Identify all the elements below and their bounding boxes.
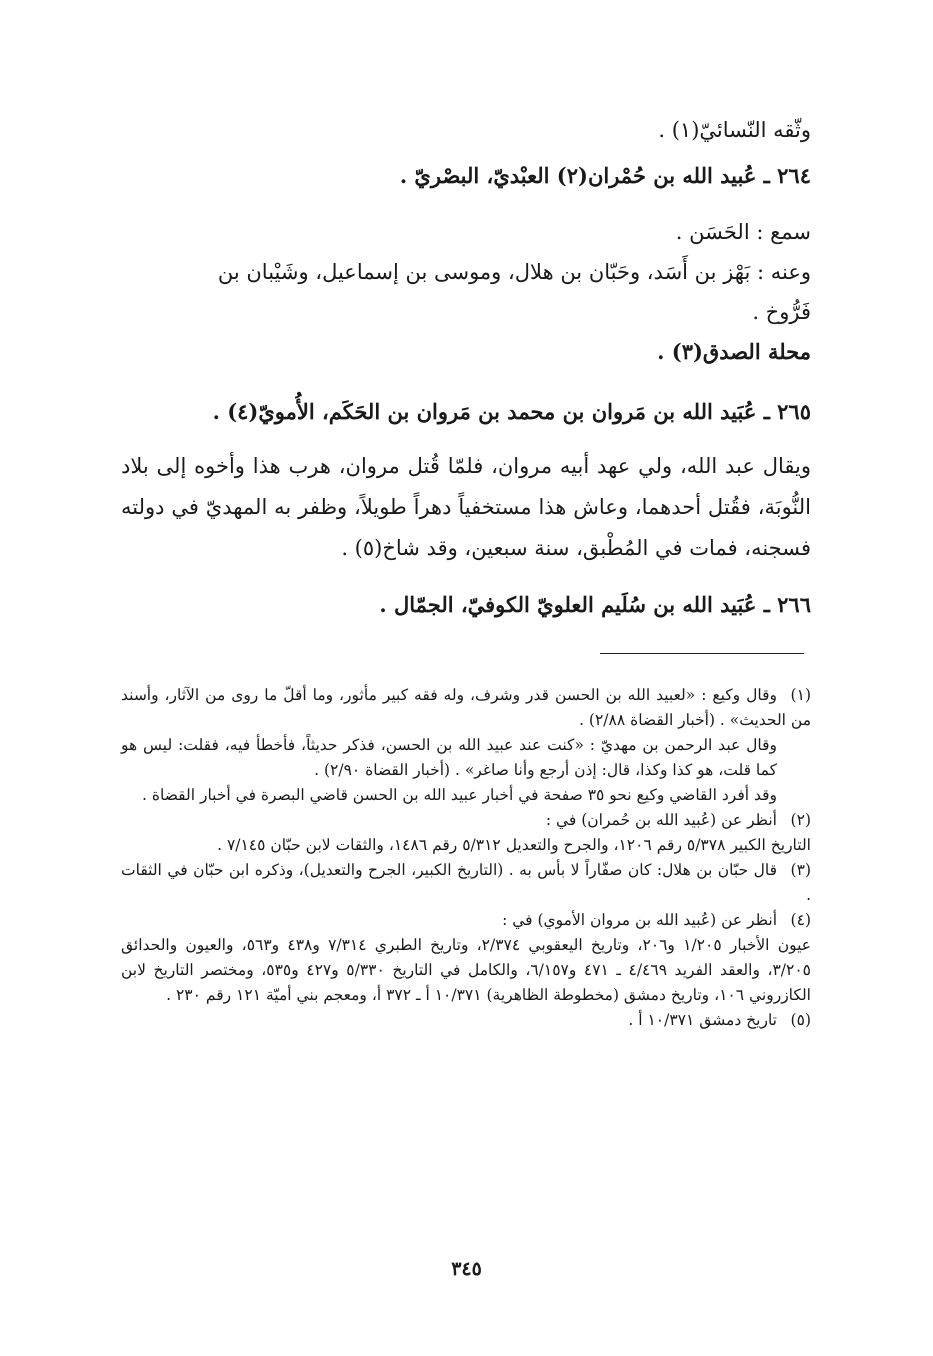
page-number: ٣٤٥ [451, 1258, 482, 1280]
entry-266-heading: ٢٦٦ ـ عُبَيد الله بن سُلَيم العلويّ الكوفيّ، الجمّال . [379, 592, 811, 617]
footnote-text: وقال وكيع : «لعبيد الله بن الحسن قدر وشرف، وله فقه كبير مأثور، وما أقلّ ما روى من الآثار، وأسند من الحديث» . (أخبار القضاة ٢/٨٨) . [121, 686, 811, 729]
footnote-number: (٢) [790, 811, 811, 829]
footnote-separator [600, 653, 804, 654]
entry-265-paragraph: ويقال عبد الله، ولي عهد أبيه مروان، فلمّا قُتل مروان، هرب هذا وأخوه إلى بلاد النُّوبَة، فقُتل أحدهما، وعاش هذا مستخفياً دهراً طويلاً، وظفر به المهديّ في دولته فسجنه، فمات في المُطْبق، سنة سبعين، وقد شاخ(٥) . [121, 454, 811, 560]
footnote-text: أنظر عن (عُبيد الله بن حُمران) في : [545, 811, 777, 829]
footnotes [121, 683, 811, 1033]
footnote-number: (٥) [790, 1011, 811, 1029]
body-line-status: محلة الصدق(٣) . [657, 339, 811, 364]
footnote-3 [121, 858, 811, 908]
footnote-1 [121, 683, 811, 733]
footnote-1-cont [121, 733, 811, 783]
entry-265-heading: ٢٦٥ ـ عُبَيد الله بن مَروان بن محمد بن مَروان بن الحَكَم، الأُمويّ(٤) . [212, 399, 811, 424]
footnote-number: (٣) [790, 861, 811, 879]
footnote-4 [121, 908, 811, 933]
footnote-number: (٤) [790, 911, 811, 929]
footnote-2 [121, 808, 811, 833]
footnote-text: وقد أفرد القاضي وكيع نحو ٣٥ صفحة في أخبار عبيد الله بن الحسن قاضي البصرة في أخبار القضاة . [142, 786, 777, 804]
footnote-text: أنظر عن (عُبيد الله بن مروان الأموي) في : [502, 911, 777, 929]
footnote-4-cont [121, 933, 811, 1008]
footnote-text: تاريخ دمشق ١٠/٣٧١ أ . [628, 1011, 777, 1029]
footnote-text: عيون الأخبار ١/٢٠٥ و٢٠٦، وتاريخ اليعقوبي ٢/٣٧٤، وتاريخ الطبري ٧/٣١٤ و٤٣٨ و٥٦٣، والعيون والحدائق ٣/٢٠٥، والعقد الفريد ٤/٤٦٩ ـ ٤٧١ و٦/١٥٧، والكامل في التاريخ ٥/٣٣٠ و٤٢٧ و٥٣٥، ومختصر التاريخ لابن الكازروني ١٠٦، وتاريخ دمشق (مخطوطة الظاهرية) ١٠/٣٧١ أ ـ ٣٧٢ أ، ومعجم بني أميّة ١٢١ رقم ٢٣٠ . [121, 936, 812, 1004]
body-line-narrators-cont: فَرُّوخ . [752, 300, 811, 324]
footnote-text: التاريخ الكبير ٥/٣٧٨ رقم ١٢٠٦، والجرح والتعديل ٥/٣١٢ رقم ١٤٨٦، والثقات لابن حبّان ٧/١٤٥ . [217, 836, 811, 854]
footnote-text: قال حبّان بن هلال: كان صفّاراً لا بأس به . (التاريخ الكبير، الجرح والتعديل)، وذكره ابن حبّان في الثقات . [121, 861, 811, 904]
body-line-1: وثّقه النّسائيّ(١) . [658, 118, 811, 142]
footnote-2-cont [121, 833, 811, 858]
entry-264-heading: ٢٦٤ ـ عُبيد الله بن حُمْران(٢) العبْديّ، البصْريّ . [399, 163, 811, 188]
footnote-text: وقال عبد الرحمن بن مهديّ : «كنت عند عبيد الله بن الحسن، فذكر حديثاً، فأخطأ فيه، فقلت: ليس هو كما قلت، هو كذا وكذا، قال: إذن أرجع وأنا صاغر» . (أخبار القضاة ٢/٩٠) . [121, 736, 777, 779]
body-line-heard: سمع : الحَسَن . [675, 220, 811, 244]
main-text [121, 110, 811, 625]
body-line-narrators: وعنه : بَهْز بن أَسَد، وحَبّان بن هلال، وموسى بن إسماعيل، وشَيْبان بن [217, 260, 811, 284]
footnote-1-cont [121, 783, 811, 808]
footnote-number: (١) [790, 686, 811, 704]
footnote-5 [121, 1008, 811, 1033]
